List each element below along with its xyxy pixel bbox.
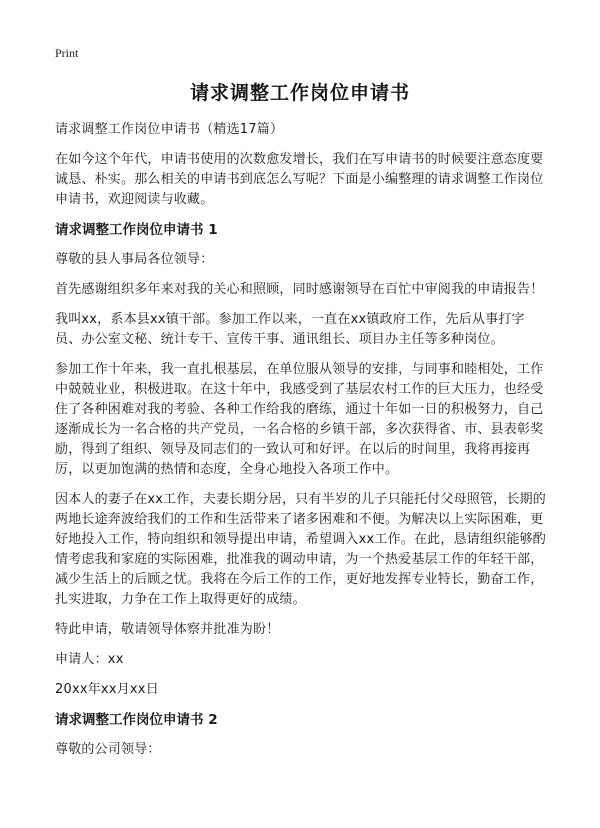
section-1-heading: 请求调整工作岗位申请书 1 (55, 222, 218, 238)
date-line: 20xx年xx月xx日 (55, 682, 159, 697)
page-title: 请求调整工作岗位申请书 (189, 82, 410, 104)
section-2-heading: 请求调整工作岗位申请书 2 (55, 712, 218, 728)
intro-paragraph: 在如今这个年代，申请书使用的次数愈发增长，我们在写申请书的时候要注意态度要诚恳、朴实。那么相关的申请书到底怎么写呢？下面是小编整理的请求调整工作岗位申请书，欢迎阅读与收藏。 (55, 152, 544, 207)
paragraph-self-intro: 我叫xx，系本县xx镇干部。参加工作以来，一直在xx镇政府工作，先后从事打字员、办公室文秘、统计专干、宣传干事、通讯组长、项目办主任等多种岗位。 (55, 312, 525, 347)
subtitle: 请求调整工作岗位申请书（精选17篇） (55, 122, 284, 137)
section-1-salutation: 尊敬的县人事局各位领导： (55, 252, 214, 267)
paragraph-thanks: 首先感谢组织多年来对我的关心和照顾，同时感谢领导在百忙中审阅我的申请报告！ (55, 282, 544, 297)
paragraph-reason: 因本人的妻子在xx工作，夫妻长期分居，只有半岁的儿子只能托付父母照管，长期的两地长途奔波给我们的工作和生活带来了诸多困难和不便。为解决以上实际困难，更好地投入工作，特向组织和领导提出申请，希望调入xx工作。在此，恳请组织能够酌情考虑我和家庭的实际困难，批准我的调动申请，为一个热爱基层工作的年轻干部，减少生活上的后顾之忧。我将在今后工作的工作，更好地发挥专业特长，勤奋工作，扎实进取，力争在工作上取得更好的成绩。 (55, 492, 546, 607)
section-2-salutation: 尊敬的公司领导： (55, 742, 161, 757)
print-link[interactable]: Print (55, 46, 79, 60)
document-body (55, 120, 547, 770)
paragraph-work-history: 参加工作十年来，我一直扎根基层，在单位服从领导的安排，与同事和睦相处，工作中兢兢业业，积极进取。在这十年中，我感受到了基层农村工作的巨大压力，也经受住了各种困难对我的考验、各种工作给我的磨练，通过十年如一日的积极努力，自己逐渐成长为一名合格的共产党员，一名合格的乡镇干部，多次获得省、市、县表彰奖励，得到了组织、领导及同志们的一致认可和好评。在以后的时间里，我将再接再厉，以更加饱满的热情和态度，全身心地投入各项工作中。 (55, 362, 544, 477)
applicant-line: 申请人：xx (55, 652, 124, 667)
paragraph-closing: 特此申请，敬请领导体察并批准为盼！ (55, 622, 280, 637)
